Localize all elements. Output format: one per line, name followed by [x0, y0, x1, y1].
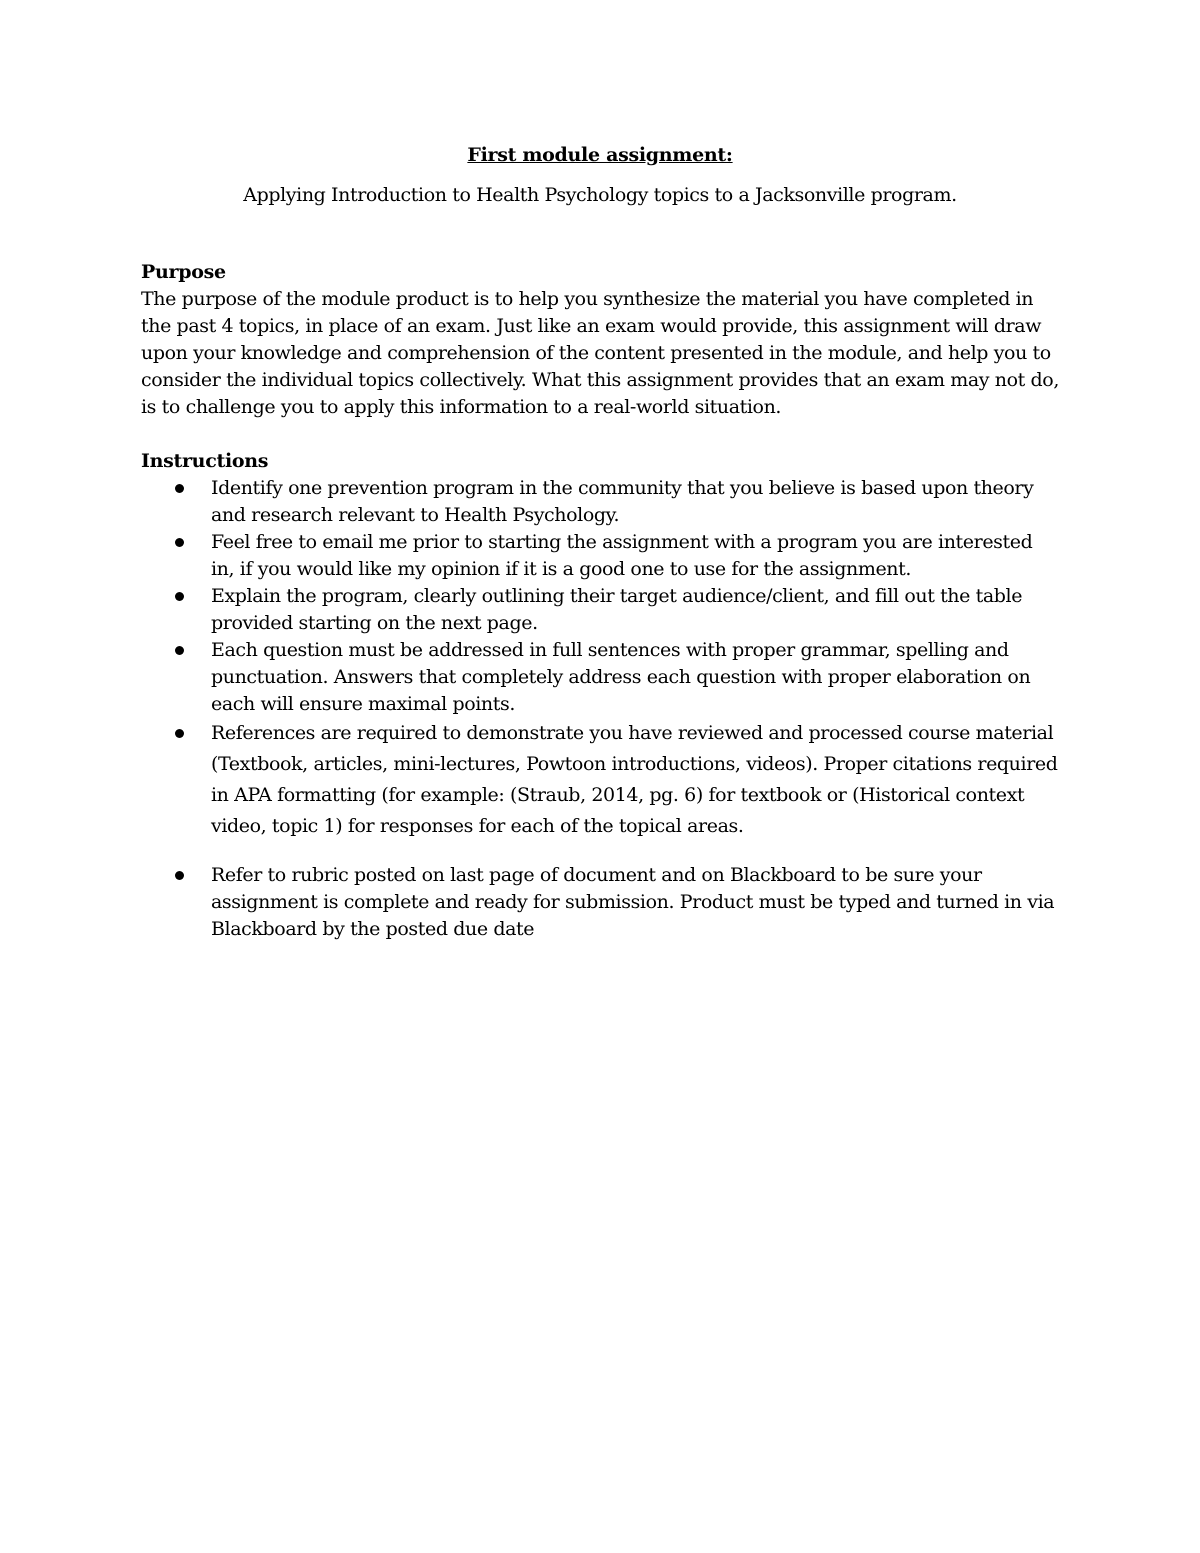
bullet-icon — [175, 729, 184, 738]
list-item-text: Identify one prevention program in the community that you believe is based upon theory and research relevant to Health Psychology. — [211, 477, 1034, 526]
list-item-text: Explain the program, clearly outlining their target audience/client, and fill out the table provided starting on the next page. — [211, 585, 1023, 634]
instructions-section — [141, 448, 1061, 943]
document-subtitle: Applying Introduction to Health Psychology topics to a Jacksonville program. — [243, 184, 957, 206]
list-item — [141, 529, 1061, 583]
list-item-text: Feel free to email me prior to starting the assignment with a program you are interested in, if you would like my opinion if it is a good one to use for the assignment. — [211, 531, 1033, 580]
bullet-icon — [175, 646, 184, 655]
bullet-icon — [175, 538, 184, 547]
purpose-heading: Purpose — [141, 261, 226, 283]
list-item — [141, 862, 1061, 943]
list-item-text: Refer to rubric posted on last page of document and on Blackboard to be sure your assignment is complete and ready for submission. Product must be typed and turned in via Blackboard by the posted due date — [211, 864, 1055, 940]
list-item — [141, 637, 1061, 718]
list-item — [141, 583, 1061, 637]
bullet-icon — [175, 592, 184, 601]
list-item-text: References are required to demonstrate you have reviewed and processed course material (Textbook, articles, mini-lectures, Powtoon introductions, videos). Proper citations required in APA formatting (for example: (Straub, 2014, pg. 6) for textbook or (Historical context video, topic 1) for responses for each of the topical areas. — [211, 722, 1058, 837]
purpose-section — [141, 259, 1061, 421]
bullet-icon — [175, 484, 184, 493]
list-item — [141, 718, 1061, 842]
list-item — [141, 475, 1061, 529]
list-item-text: Each question must be addressed in full sentences with proper grammar, spelling and punctuation. Answers that completely address each question with proper elaboration on each will ensure maximal points. — [211, 639, 1031, 715]
document-title: First module assignment: — [467, 144, 733, 166]
purpose-body: The purpose of the module product is to help you synthesize the material you have completed in the past 4 topics, in place of an exam. Just like an exam would provide, this assignment will draw upon your knowledge and comprehension of the content presented in the module, and help you to consider the individual topics collectively. What this assignment provides that an exam may not do, is to challenge you to apply this information to a real-world situation. — [141, 288, 1059, 418]
instructions-heading: Instructions — [141, 450, 269, 472]
bullet-icon — [175, 871, 184, 880]
instructions-list — [141, 475, 1061, 943]
